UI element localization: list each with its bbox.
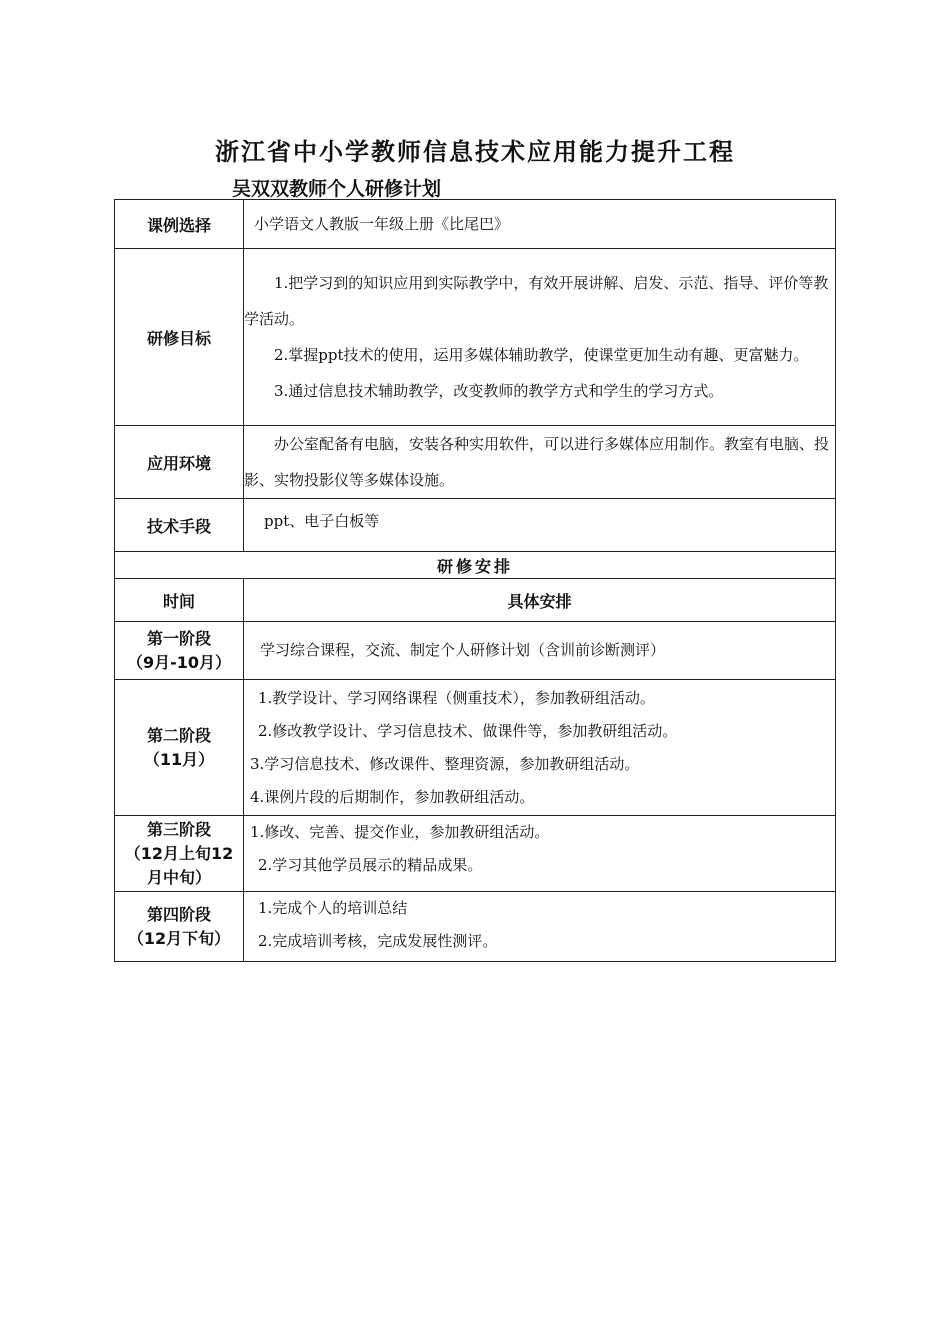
environment-text: 办公室配备有电脑，安装各种实用软件，可以进行多媒体应用制作。教室有电脑、投影、实物投影仪等多媒体设施。 — [244, 435, 830, 489]
stage-row — [115, 816, 836, 892]
stage-plan-item: 2.修改教学设计、学习信息技术、做课件等，参加教研组活动。 — [258, 721, 678, 740]
schedule-section-row — [115, 552, 836, 579]
tools-value: ppt、电子白板等 — [244, 499, 836, 552]
stage-label — [115, 816, 244, 892]
stage-time: （11月） — [143, 749, 215, 769]
document-subtitle: 吴双双教师个人研修计划 — [232, 178, 442, 200]
course-value: 小学语文人教版一年级上册《比尾巴》 — [244, 200, 836, 249]
stage-label — [115, 892, 244, 962]
stage-name: 第四阶段 — [146, 904, 211, 924]
stage-plan — [244, 892, 836, 962]
stage-plan-item: 3.学习信息技术、修改课件、整理资源，参加教研组活动。 — [250, 754, 640, 773]
stage-label — [115, 622, 244, 680]
stage-time: （9月-10月） — [126, 652, 232, 672]
stage-plan-item: 2.完成培训考核，完成发展性测评。 — [258, 932, 498, 950]
goal-item: 2.掌握ppt技术的使用，运用多媒体辅助教学，使课堂更加生动有趣、更富魅力。 — [274, 346, 809, 364]
goal-item: 3.通过信息技术辅助教学，改变教师的教学方式和学生的学习方式。 — [274, 382, 724, 400]
stage-row — [115, 680, 836, 816]
tools-row — [115, 499, 836, 552]
schedule-header-row — [115, 579, 836, 622]
tools-label: 技术手段 — [115, 499, 244, 552]
stage-plan-item: 1.教学设计、学习网络课程（侧重技术），参加教研组活动。 — [258, 688, 655, 707]
goals-content — [244, 249, 836, 426]
plan-column-header: 具体安排 — [244, 579, 836, 622]
stage-plan-item: 2.学习其他学员展示的精品成果。 — [258, 856, 483, 874]
stage-plan-item: 学习综合课程，交流、制定个人研修计划（含训前诊断测评） — [260, 641, 666, 659]
stage-plan — [244, 816, 836, 892]
stage-row — [115, 892, 836, 962]
document-title: 浙江省中小学教师信息技术应用能力提升工程 — [215, 137, 735, 166]
stage-plan-item: 4.课例片段的后期制作，参加教研组活动。 — [250, 787, 535, 806]
time-column-header: 时间 — [115, 579, 244, 622]
environment-row — [115, 426, 836, 499]
stage-row — [115, 622, 836, 680]
goals-label: 研修目标 — [115, 249, 244, 426]
stage-time: （12月下旬） — [127, 928, 231, 948]
stage-plan — [244, 622, 836, 680]
goal-item: 1.把学习到的知识应用到实际教学中，有效开展讲解、启发、示范、指导、评价等教学活动。 — [244, 274, 829, 328]
stage-time: （12月上旬12月中旬） — [124, 843, 234, 887]
course-label: 课例选择 — [115, 200, 244, 249]
stage-name: 第一阶段 — [146, 628, 211, 648]
goals-row — [115, 249, 836, 426]
stage-name: 第二阶段 — [146, 725, 211, 745]
research-plan-table — [114, 199, 836, 962]
environment-value — [244, 426, 836, 499]
schedule-section-title: 研修安排 — [115, 552, 836, 579]
course-row — [115, 200, 836, 249]
stage-plan — [244, 680, 836, 816]
environment-label: 应用环境 — [115, 426, 244, 499]
stage-plan-item: 1.修改、完善、提交作业，参加教研组活动。 — [250, 823, 550, 841]
stage-label — [115, 680, 244, 816]
stage-name: 第三阶段 — [146, 819, 211, 839]
stage-plan-item: 1.完成个人的培训总结 — [258, 899, 408, 917]
